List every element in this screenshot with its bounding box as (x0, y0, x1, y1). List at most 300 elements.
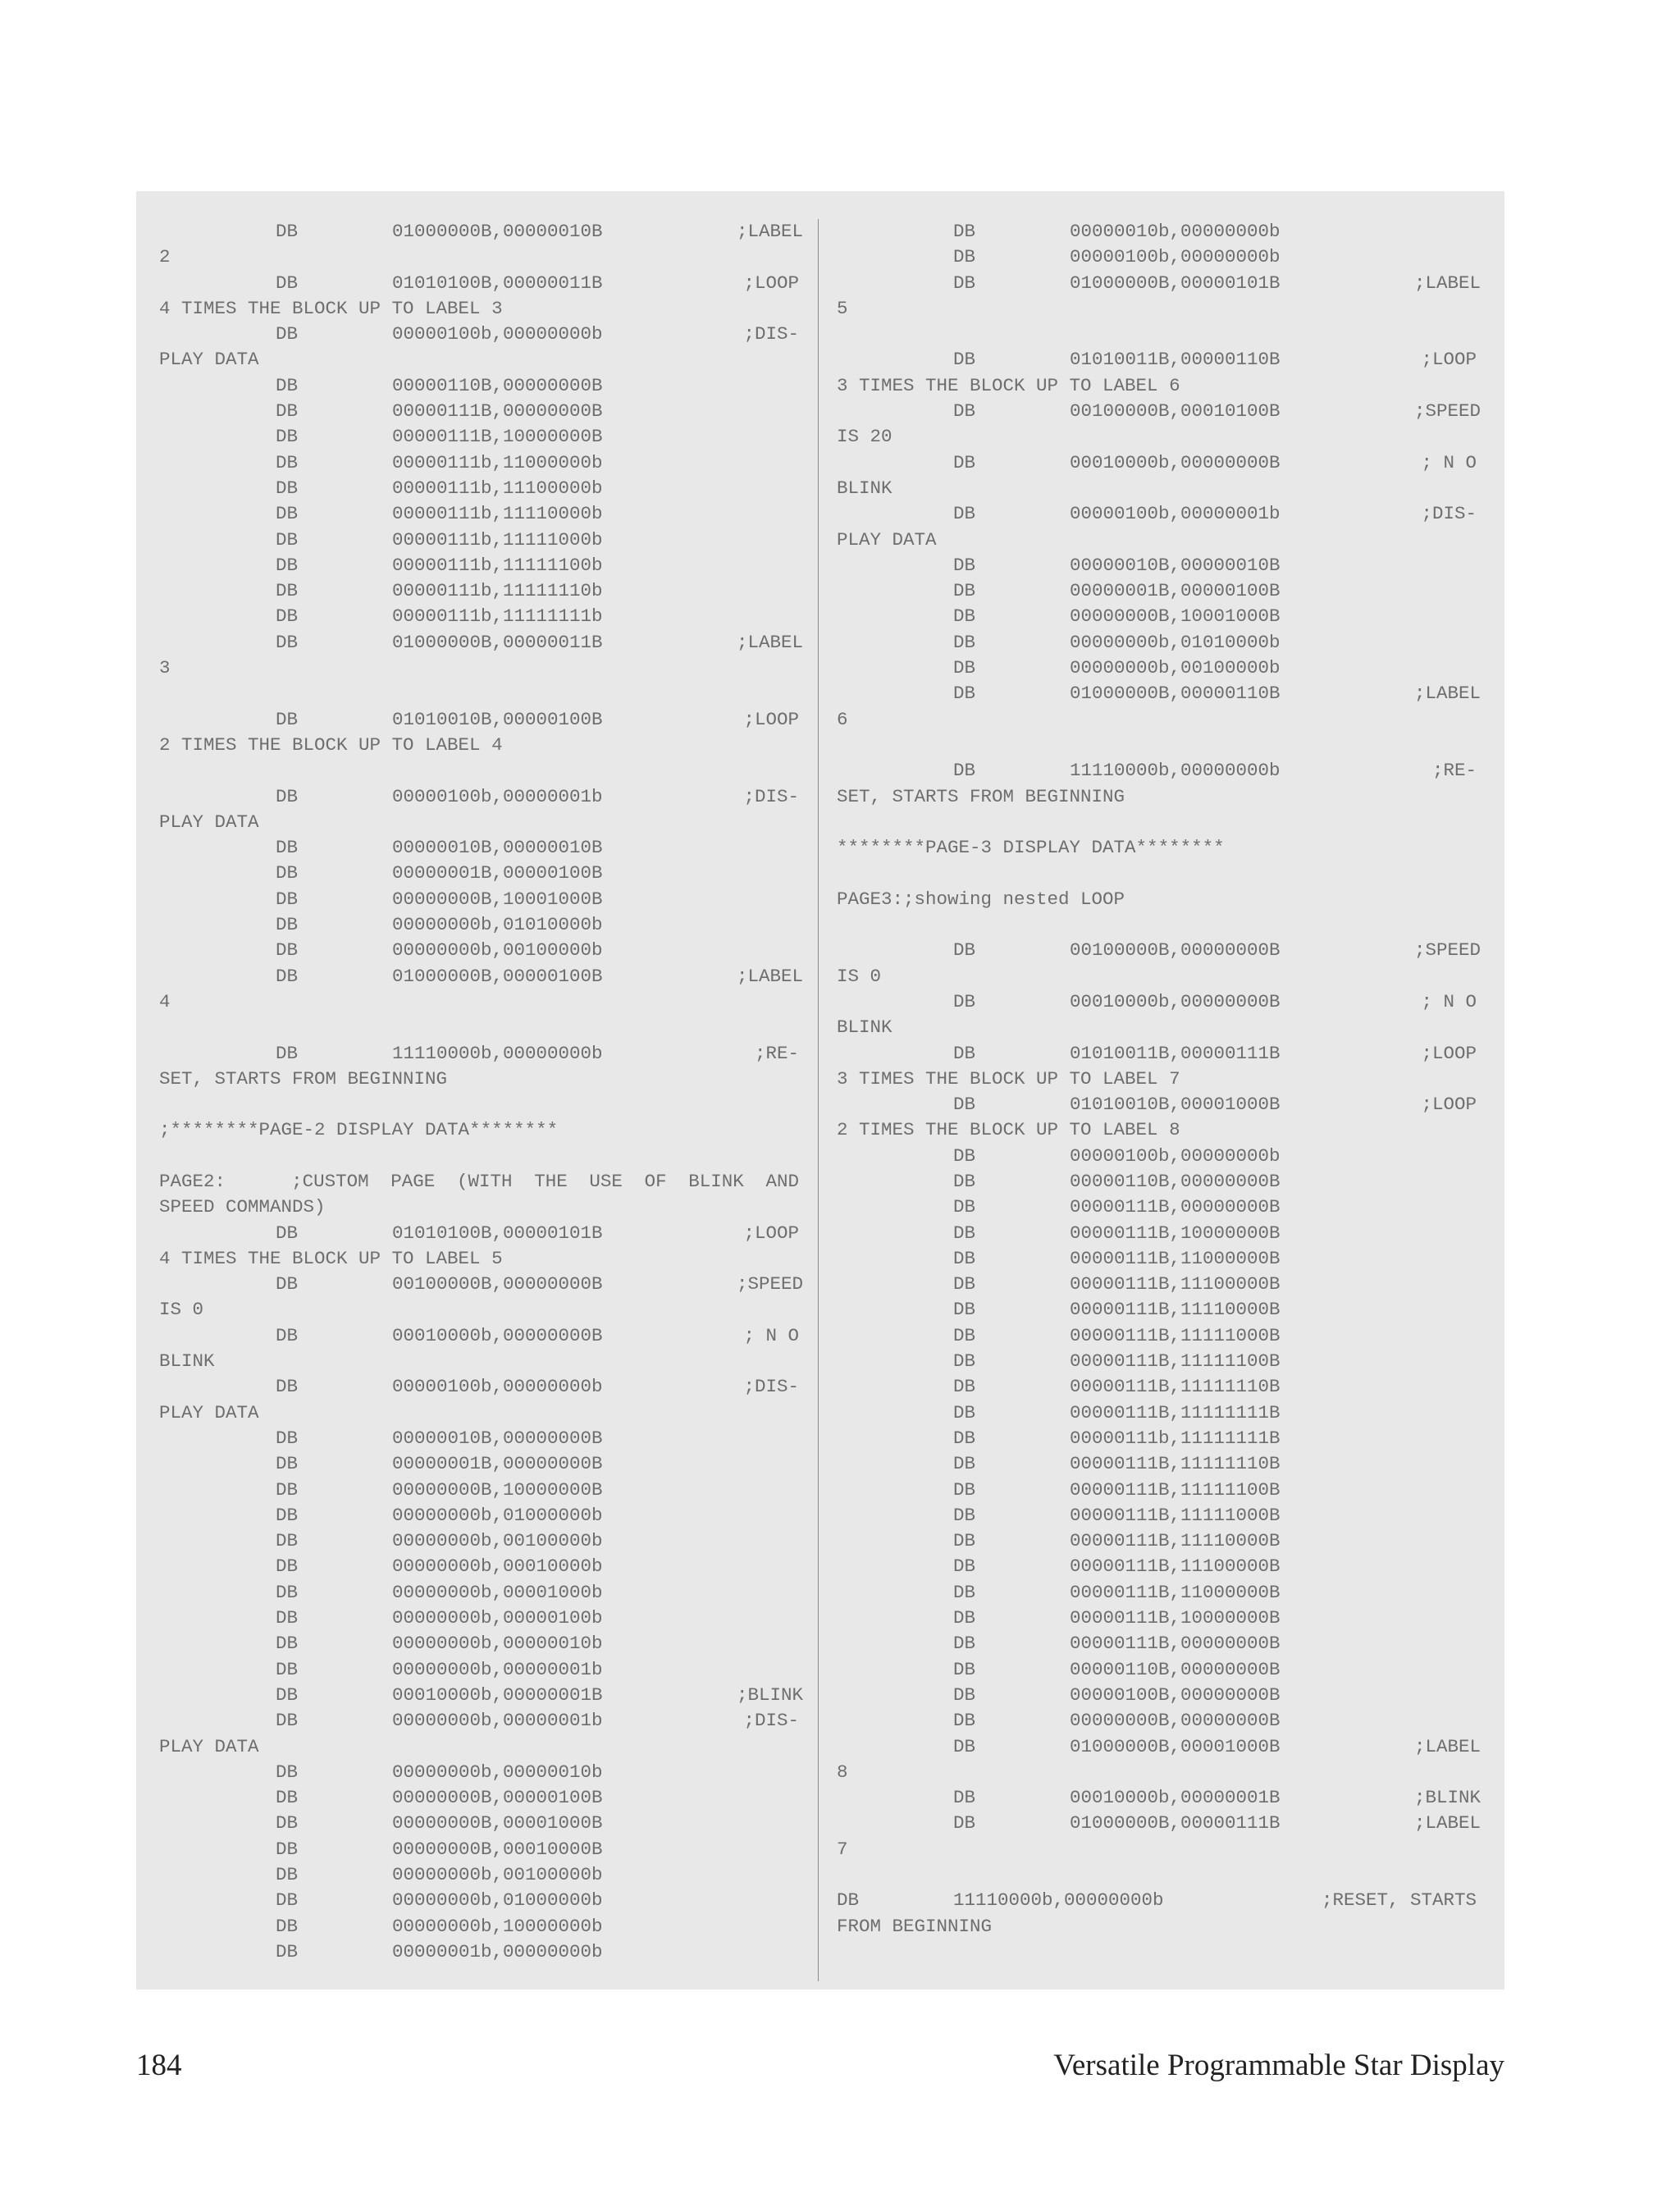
line-text: SET, STARTS FROM BEGINNING (837, 785, 1125, 807)
code-line (837, 681, 1481, 706)
directive: DB (953, 349, 976, 371)
code-text-line (837, 1067, 1477, 1092)
directive: DB (953, 1530, 976, 1552)
code-line (837, 244, 1477, 270)
directive: DB (276, 451, 299, 473)
operand-value: 00010000b,00000001B (1070, 1787, 1281, 1809)
directive: DB (953, 221, 976, 242)
comment: ;RE- (1431, 760, 1477, 782)
line-text: 3 (159, 657, 171, 679)
code-line (837, 347, 1477, 372)
operand-value: 00000111B,11111000B (1070, 1324, 1281, 1346)
code-line (837, 1734, 1481, 1760)
operand-value: 00000110B,00000000B (1070, 1658, 1281, 1680)
line-text: 2 TIMES THE BLOCK UP TO LABEL 4 (159, 733, 503, 756)
operand-value: 01010100B,00000101B (392, 1222, 603, 1244)
comment (1414, 1657, 1477, 1683)
comment: ;LOOP (1421, 1094, 1477, 1116)
comment (1414, 1246, 1477, 1272)
directive: DB (953, 1556, 976, 1578)
directive: DB (953, 272, 976, 294)
code-line (837, 989, 1477, 1015)
operand-value: 00000010B,00000000B (392, 1427, 603, 1449)
directive: DB (953, 1453, 976, 1475)
comment (1414, 630, 1477, 656)
comment (1414, 1144, 1477, 1169)
comment (1414, 1323, 1477, 1349)
comment (737, 1478, 799, 1503)
directive: DB (276, 605, 299, 628)
directive: DB (276, 1530, 299, 1552)
operand-value: 00000111B,00000000B (392, 400, 603, 423)
comment (737, 501, 799, 527)
operand-value: 00000111B,10000000B (1070, 1222, 1281, 1244)
code-line (159, 578, 799, 604)
operand-value: 00000100b,00000001b (392, 785, 603, 807)
directive: DB (276, 1864, 299, 1885)
operand-value: 00000111b,11111111B (1070, 1427, 1281, 1449)
comment (1414, 656, 1477, 681)
line-text: PLAY DATA (159, 1735, 259, 1757)
line-text: SET, STARTS FROM BEGINNING (159, 1067, 448, 1090)
code-text-line (159, 244, 799, 270)
code-line (837, 271, 1481, 296)
comment (1414, 244, 1477, 270)
code-text-line (159, 810, 799, 835)
directive: DB (276, 554, 299, 576)
directive: DB (276, 862, 299, 884)
operand-value: 01000000B,00000100B (392, 965, 603, 987)
line-text: 3 TIMES THE BLOCK UP TO LABEL 7 (837, 1067, 1180, 1090)
directive: DB (276, 1658, 299, 1680)
operand-value: 00010000b,00000000B (1070, 451, 1281, 473)
operand-value: 00010000b,00000000B (1070, 990, 1281, 1012)
code-line (159, 1272, 804, 1297)
operand-value: 00000110B,00000000B (392, 374, 603, 396)
code-line (159, 604, 799, 629)
code-line (159, 707, 799, 733)
operand-value: 00000111B,11111110B (1070, 1376, 1281, 1398)
code-line (159, 271, 799, 296)
blank-line (837, 322, 1477, 347)
comment: ;LOOP (1421, 1042, 1477, 1064)
code-line (159, 528, 799, 553)
comment (737, 1580, 799, 1606)
code-line (159, 912, 799, 938)
code-text-line (837, 373, 1477, 399)
operand-value: 00000100b,00000000b (1070, 1144, 1281, 1167)
comment (1414, 1221, 1477, 1246)
directive: DB (953, 554, 976, 576)
comment (1414, 1606, 1477, 1631)
operand-value: 01000000B,00000010B (392, 221, 603, 242)
comment (737, 861, 799, 886)
operand-value: 00000000b,01000000b (392, 1889, 603, 1912)
comment (1414, 604, 1477, 629)
code-line (159, 1631, 799, 1656)
comment: ;LABEL (1414, 1812, 1481, 1834)
operand-value: 00000000b,00010000b (392, 1556, 603, 1578)
directive: DB (953, 1376, 976, 1398)
operand-value: 00000000b,00100000b (392, 939, 603, 962)
operand-value: 00000000B,10001000B (392, 888, 603, 910)
comment (1414, 578, 1477, 604)
code-line (159, 1554, 799, 1579)
operand-value: 01000000B,00000111B (1070, 1812, 1281, 1834)
code-line (159, 1426, 799, 1451)
operand-value: 00000000b,00100000b (1070, 657, 1281, 679)
comment (737, 1657, 799, 1683)
operand-value: 01000000B,00000011B (392, 631, 603, 653)
code-line (837, 1400, 1477, 1426)
directive: DB (276, 939, 299, 962)
comment (737, 553, 799, 578)
directive: DB (953, 605, 976, 628)
comment: ;SPEED (737, 1273, 804, 1295)
operand-value: 00000000b,10000000b (392, 1915, 603, 1937)
comment (1414, 1451, 1477, 1477)
comment: ;DIS- (1421, 503, 1477, 525)
comment: ;SPEED (1414, 939, 1481, 962)
operand-value: 00000000B,10001000B (1070, 605, 1281, 628)
operand-value: 01010010B,00001000B (1070, 1094, 1281, 1116)
directive: DB (953, 503, 976, 525)
operand-value: 00000000b,01010000b (392, 914, 603, 936)
directive: DB (276, 965, 299, 987)
code-line (159, 1888, 799, 1913)
directive: DB (276, 1889, 299, 1912)
code-text-line (837, 784, 1477, 810)
directive: DB (953, 1581, 976, 1603)
directive: DB (276, 374, 299, 396)
comment: ; N O (743, 1324, 799, 1346)
code-line (837, 656, 1477, 681)
operand-value: 00000111B,11111100B (1070, 1478, 1281, 1501)
directive: DB (953, 1427, 976, 1449)
code-text-line (159, 1400, 799, 1426)
blank-line (159, 1015, 799, 1040)
code-line (159, 501, 799, 527)
comment: ;DIS- (743, 785, 799, 807)
code-text-line (837, 1760, 1477, 1785)
code-line (159, 1785, 799, 1811)
directive: DB (276, 1453, 299, 1475)
code-line (837, 399, 1481, 424)
code-text-line (159, 1195, 799, 1220)
comment (737, 399, 799, 424)
comment: ;RE- (754, 1042, 799, 1064)
code-line (159, 1221, 799, 1246)
code-line (159, 373, 799, 399)
code-line (159, 1374, 799, 1400)
comment (737, 1888, 799, 1913)
operand-value: 00000111B,11111000B (1070, 1504, 1281, 1526)
operand-value: 11110000b,00000000b (953, 1889, 1164, 1912)
code-line (159, 1811, 799, 1836)
directive: DB (276, 708, 299, 730)
directive: DB (953, 990, 976, 1012)
code-line (837, 1785, 1481, 1811)
directive: DB (953, 1170, 976, 1192)
comment: ;LOOP (1421, 349, 1477, 371)
directive: DB (276, 914, 299, 936)
comment (1414, 1631, 1477, 1656)
operand-value: 00000100b,00000000b (392, 323, 603, 345)
operand-value: 00000111B,11100000B (1070, 1556, 1281, 1578)
comment (1414, 1169, 1477, 1195)
operand-value: 01000000B,00000110B (1070, 683, 1281, 705)
code-column-right (837, 219, 1481, 1939)
operand-value: 00000000B,00000000B (1070, 1710, 1281, 1732)
code-line (159, 887, 799, 912)
directive: DB (276, 503, 299, 525)
directive: DB (953, 1350, 976, 1373)
operand-value: 00000000B,10000000B (392, 1478, 603, 1501)
comment (1414, 1426, 1477, 1451)
directive: DB (953, 1478, 976, 1501)
directive: DB (276, 1633, 299, 1655)
operand-value: 00010000b,00000000B (392, 1324, 603, 1346)
operand-value: 00000000b,00100000b (392, 1864, 603, 1885)
code-line (159, 1606, 799, 1631)
operand-value: 00000111B,11100000B (1070, 1273, 1281, 1295)
line-text: 4 TIMES THE BLOCK UP TO LABEL 3 (159, 297, 503, 319)
code-text-line (159, 1169, 799, 1195)
directive: DB (276, 1376, 299, 1398)
operand-value: 00010000b,00000001B (392, 1683, 603, 1706)
line-text: 6 (837, 708, 848, 730)
directive: DB (276, 1556, 299, 1578)
code-line (837, 1374, 1477, 1400)
operand-value: 00000010B,00000010B (392, 837, 603, 859)
code-text-line (159, 1117, 799, 1143)
directive: DB (276, 1761, 299, 1783)
comment: ; N O (1421, 451, 1477, 473)
comment: ;SPEED (1414, 400, 1481, 423)
operand-value: 00000001B,00000000B (392, 1453, 603, 1475)
code-text-line (837, 887, 1477, 912)
code-text-line (837, 1117, 1477, 1143)
code-line (837, 1528, 1477, 1554)
code-line (837, 1195, 1477, 1220)
comment: ;LOOP (743, 1222, 799, 1244)
code-line (159, 450, 799, 476)
directive: DB (953, 1683, 976, 1706)
operand-value: 00000111B,11110000B (1070, 1530, 1281, 1552)
directive: DB (276, 1915, 299, 1937)
operand-value: 00000111B,11000000B (1070, 1247, 1281, 1269)
operand-value: 00000000b,00000001b (392, 1658, 603, 1680)
comment (737, 604, 799, 629)
code-line (159, 1708, 799, 1734)
operand-value: 00000111b,11111110b (392, 580, 603, 602)
comment (737, 1862, 799, 1888)
directive: DB (276, 1042, 299, 1064)
operand-value: 00000100b,00000001b (1070, 503, 1281, 525)
comment (737, 424, 799, 450)
code-line (159, 1914, 799, 1939)
operand-value: 00000111B,10000000B (1070, 1607, 1281, 1629)
code-line (837, 1683, 1477, 1708)
directive: DB (953, 1504, 976, 1526)
directive: DB (276, 785, 299, 807)
comment (737, 578, 799, 604)
comment: ;LABEL (1414, 1735, 1481, 1757)
operand-value: 00000000b,00100000b (392, 1530, 603, 1552)
directive: DB (953, 1607, 976, 1629)
code-text-line (159, 1067, 799, 1092)
comment (737, 1503, 799, 1528)
operand-value: 00000111B,11000000B (1070, 1581, 1281, 1603)
code-line (159, 1478, 799, 1503)
directive: DB (276, 1222, 299, 1244)
comment (737, 1606, 799, 1631)
code-line (837, 1041, 1477, 1067)
code-line (159, 553, 799, 578)
code-line (837, 630, 1477, 656)
code-line (837, 1631, 1477, 1656)
code-line (159, 938, 799, 963)
directive: DB (953, 1710, 976, 1732)
code-line (159, 1837, 799, 1862)
comment (1414, 1349, 1477, 1374)
directive: DB (953, 1812, 976, 1834)
code-line (837, 1144, 1477, 1169)
operand-value: 00000111B,00000000B (1070, 1633, 1281, 1655)
comment (737, 476, 799, 501)
directive: DB (276, 426, 299, 448)
code-line (159, 1451, 799, 1477)
line-text: ;********PAGE-2 DISPLAY DATA******** (159, 1119, 559, 1141)
code-line (159, 964, 804, 989)
code-line (837, 1580, 1477, 1606)
code-line (837, 1221, 1477, 1246)
operand-value: 01010011B,00000110B (1070, 349, 1281, 371)
directive: DB (953, 1222, 976, 1244)
code-line (159, 219, 804, 244)
code-text-line (837, 424, 1477, 450)
code-line (837, 604, 1477, 629)
operand-value: 00000111B,00000000B (1070, 1196, 1281, 1218)
directive: DB (276, 1940, 299, 1962)
line-text: 5 (837, 297, 848, 319)
code-line (837, 1272, 1477, 1297)
comment (1414, 1297, 1477, 1323)
directive: DB (953, 1273, 976, 1295)
code-line (837, 1323, 1477, 1349)
line-text: 2 (159, 246, 171, 268)
directive: DB (953, 1196, 976, 1218)
code-text-line (159, 347, 799, 372)
operand-value: 00000000b,00000010b (392, 1633, 603, 1655)
directive: DB (276, 1324, 299, 1346)
directive: DB (953, 580, 976, 602)
comment (1414, 1400, 1477, 1426)
comment (737, 1631, 799, 1656)
line-text: 8 (837, 1761, 848, 1783)
code-text-line (159, 1349, 799, 1374)
comment (737, 1451, 799, 1477)
comment (737, 835, 799, 861)
operand-value: 00100000B,00010100B (1070, 400, 1281, 423)
directive: DB (953, 1787, 976, 1809)
code-line (837, 938, 1481, 963)
directive: DB (276, 837, 299, 859)
comment: ;LOOP (743, 708, 799, 730)
blank-line (837, 861, 1477, 886)
directive: DB (953, 1658, 976, 1680)
code-line (837, 1349, 1477, 1374)
directive: DB (953, 451, 976, 473)
directive: DB (953, 939, 976, 962)
operand-value: 00000010B,00000010B (1070, 554, 1281, 576)
directive: DB (276, 888, 299, 910)
comment (1414, 1528, 1477, 1554)
comment: ;LABEL (1414, 272, 1481, 294)
code-line (837, 1478, 1477, 1503)
code-line (837, 1657, 1477, 1683)
line-text: BLINK (837, 477, 892, 499)
operand-value: 00000111B,11111110B (1070, 1453, 1281, 1475)
operand-value: 00000010b,00000000b (1070, 221, 1281, 242)
directive: DB (276, 1504, 299, 1526)
comment (1414, 1195, 1477, 1220)
code-line (159, 1657, 799, 1683)
directive: DB (276, 1478, 299, 1501)
code-line (837, 578, 1477, 604)
operand-value: 00000000B,00010000B (392, 1838, 603, 1860)
column-divider (818, 219, 819, 1981)
operand-value: 00000000B,00000100B (392, 1787, 603, 1809)
directive: DB (276, 1427, 299, 1449)
directive: DB (953, 760, 976, 782)
comment (1414, 553, 1477, 578)
code-text-line (837, 1837, 1477, 1862)
code-line (837, 1606, 1477, 1631)
comment (737, 912, 799, 938)
code-line (159, 630, 804, 656)
code-line (837, 1246, 1477, 1272)
directive: DB (953, 1247, 976, 1269)
code-line (837, 1451, 1477, 1477)
code-line (159, 1760, 799, 1785)
code-line (837, 1169, 1477, 1195)
blank-line (159, 758, 799, 783)
code-line (159, 861, 799, 886)
operand-value: 01000000B,00001000B (1070, 1735, 1281, 1757)
line-text: 4 (159, 990, 171, 1012)
directive: DB (276, 1787, 299, 1809)
line-text: PAGE3:;showing nested LOOP (837, 888, 1125, 910)
code-line (159, 476, 799, 501)
comment: ;LABEL (737, 965, 804, 987)
directive: DB (276, 580, 299, 602)
operand-value: 00000110B,00000000B (1070, 1170, 1281, 1192)
comment: ;LOOP (743, 272, 799, 294)
directive: DB (276, 1607, 299, 1629)
line-text: PLAY DATA (159, 349, 259, 371)
blank-line (837, 733, 1477, 758)
line-text: IS 0 (159, 1299, 204, 1321)
code-line (159, 1580, 799, 1606)
code-line (159, 1041, 799, 1067)
comment: ;LABEL (1414, 683, 1481, 705)
operand-value: 01000000B,00000101B (1070, 272, 1281, 294)
line-text: PLAY DATA (837, 528, 937, 550)
directive: DB (276, 400, 299, 423)
code-line (837, 1426, 1477, 1451)
code-text-line (837, 964, 1477, 989)
